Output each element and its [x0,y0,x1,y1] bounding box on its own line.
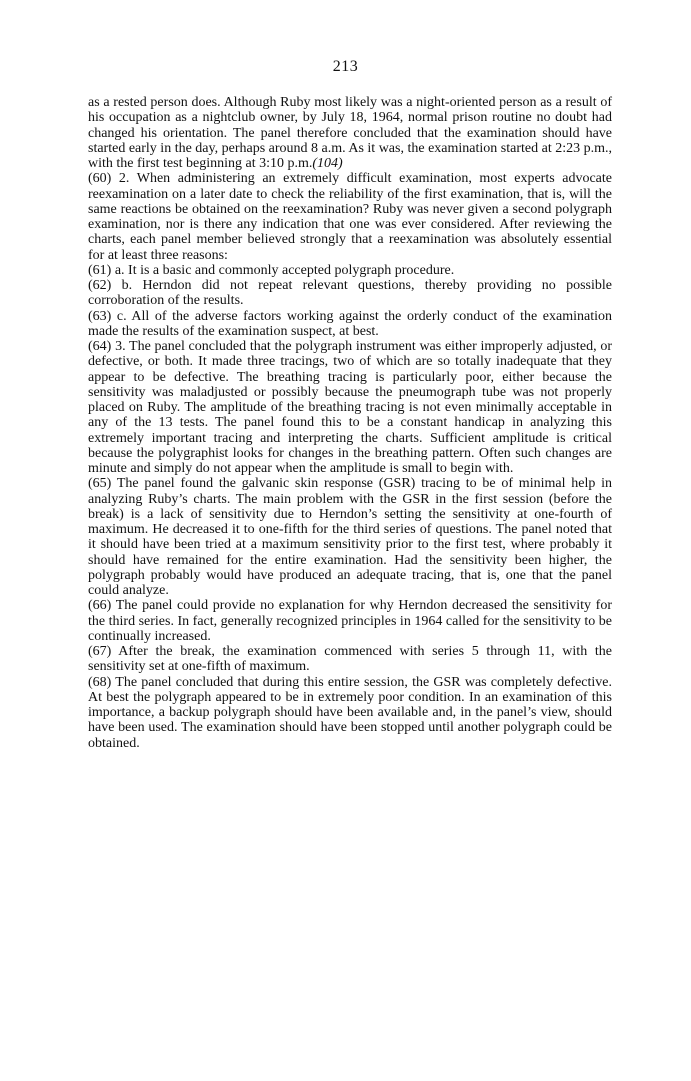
paragraph-number: (67) [88,644,112,659]
citation-reference: (104) [312,156,343,171]
paragraph-number: (64) [88,339,112,354]
paragraph-text: as a rested person does. Although Ruby most likely was a night-oriented person as a result of his occupation as a nightclub owner, by July 18, 1964, normal prison routine no doubt had changed his orientation. The panel therefore concluded that the examination should have started early in the day, perhaps around 8 a.m. As it was, the examination started at 2:23 p.m., with the first test beginning at 3:10 p.m. [88,95,612,171]
paragraph-number: (68) [88,674,112,690]
paragraph-number: (62) [88,278,112,293]
paragraph-60 [88,171,612,263]
paragraph-66 [88,598,612,644]
paragraph-continued [88,95,612,171]
paragraph-text: The panel could provide no explanation for why Herndon decreased the sensitivity for the third series. In fact, generally recognized principles in 1964 called for the sensitivity to be continually increased. [88,598,612,644]
paragraph-text: a. It is a basic and commonly accepted polygraph procedure. [114,262,455,278]
paragraph-text: 3. The panel concluded that the polygraph instrument was either improperly adjusted, or defective, or both. It made three tracings, two of which are so totally inadequate that they appear to be defective. The breathing tracing is particularly poor, either because the sensitivity was maladjusted or possibly because the pneumograph tube was not properly placed on Ruby. The amplitude of the breathing tracing is not even minimally acceptable in any of the 13 tests. The panel found this to be a constant handicap in analyzing this extremely important tracing and interpreting the charts. Sufficient amplitude is critical because the polygraphist looks for changes in the breathing pattern. Often such changes are minute and simply do not appear when the amplitude is small to begin with. [88,339,613,476]
paragraph-text: The panel concluded that during this entire session, the GSR was completely defective. At best the polygraph appeared to be in extremely poor condition. In an examination of this importance, a backup polygraph should have been available and, in the panel’s view, should have been used. The examination should have been stopped until another polygraph could be obtained. [88,674,613,751]
paragraph-text: The panel found the galvanic skin response (GSR) tracing to be of minimal help in analyzing Ruby’s charts. The main problem with the GSR in the first session (before the break) is a lack of sensitivity due to Herndon’s setting the sensitivity at one-fourth of maximum. He decreased it to one-fifth for the third series of questions. The panel noted that it should have been tried at a maximum sensitivity prior to the first test, where probably it should have remained for the entire examination. Had the sensitivity been higher, the polygraph probably would have produced an adequate tracing, that is, one that the panel could analyze. [88,476,612,598]
paragraph-65 [88,476,612,598]
paragraph-text: b. Herndon did not repeat relevant questions, thereby providing no possible corroboration of the results. [88,278,612,309]
paragraph-text: 2. When administering an extremely difficult examination, most experts advocate reexamination on a later date to check the reliability of the first examination, that is, will the same reactions be obtained on the reexamination? Ruby was never given a second polygraph examination, nor is there any indication that one was ever considered. After reviewing the charts, each panel member believed strongly that a reexamination was absolutely essential for at least three reasons: [88,171,613,263]
paragraph-63 [88,309,612,340]
paragraph-number: (66) [88,598,112,614]
paragraph-number: (61) [88,262,112,278]
paragraph-67 [88,644,612,675]
paragraph-64 [88,339,612,476]
paragraph-text: c. All of the adverse factors working against the orderly conduct of the examination made the results of the examination suspect, at best. [88,308,612,339]
page-number: 213 [332,58,359,75]
paragraph-number: (60) [88,171,112,187]
paragraph-text: After the break, the examination commenced with series 5 through 11, with the sensitivity set at one-fifth of maximum. [88,644,612,675]
paragraph-62 [88,278,612,309]
paragraph-61 [88,263,612,278]
paragraph-number: (63) [88,308,112,324]
body-text [88,95,612,751]
paragraph-number: (65) [88,476,112,492]
paragraph-68 [88,675,612,751]
